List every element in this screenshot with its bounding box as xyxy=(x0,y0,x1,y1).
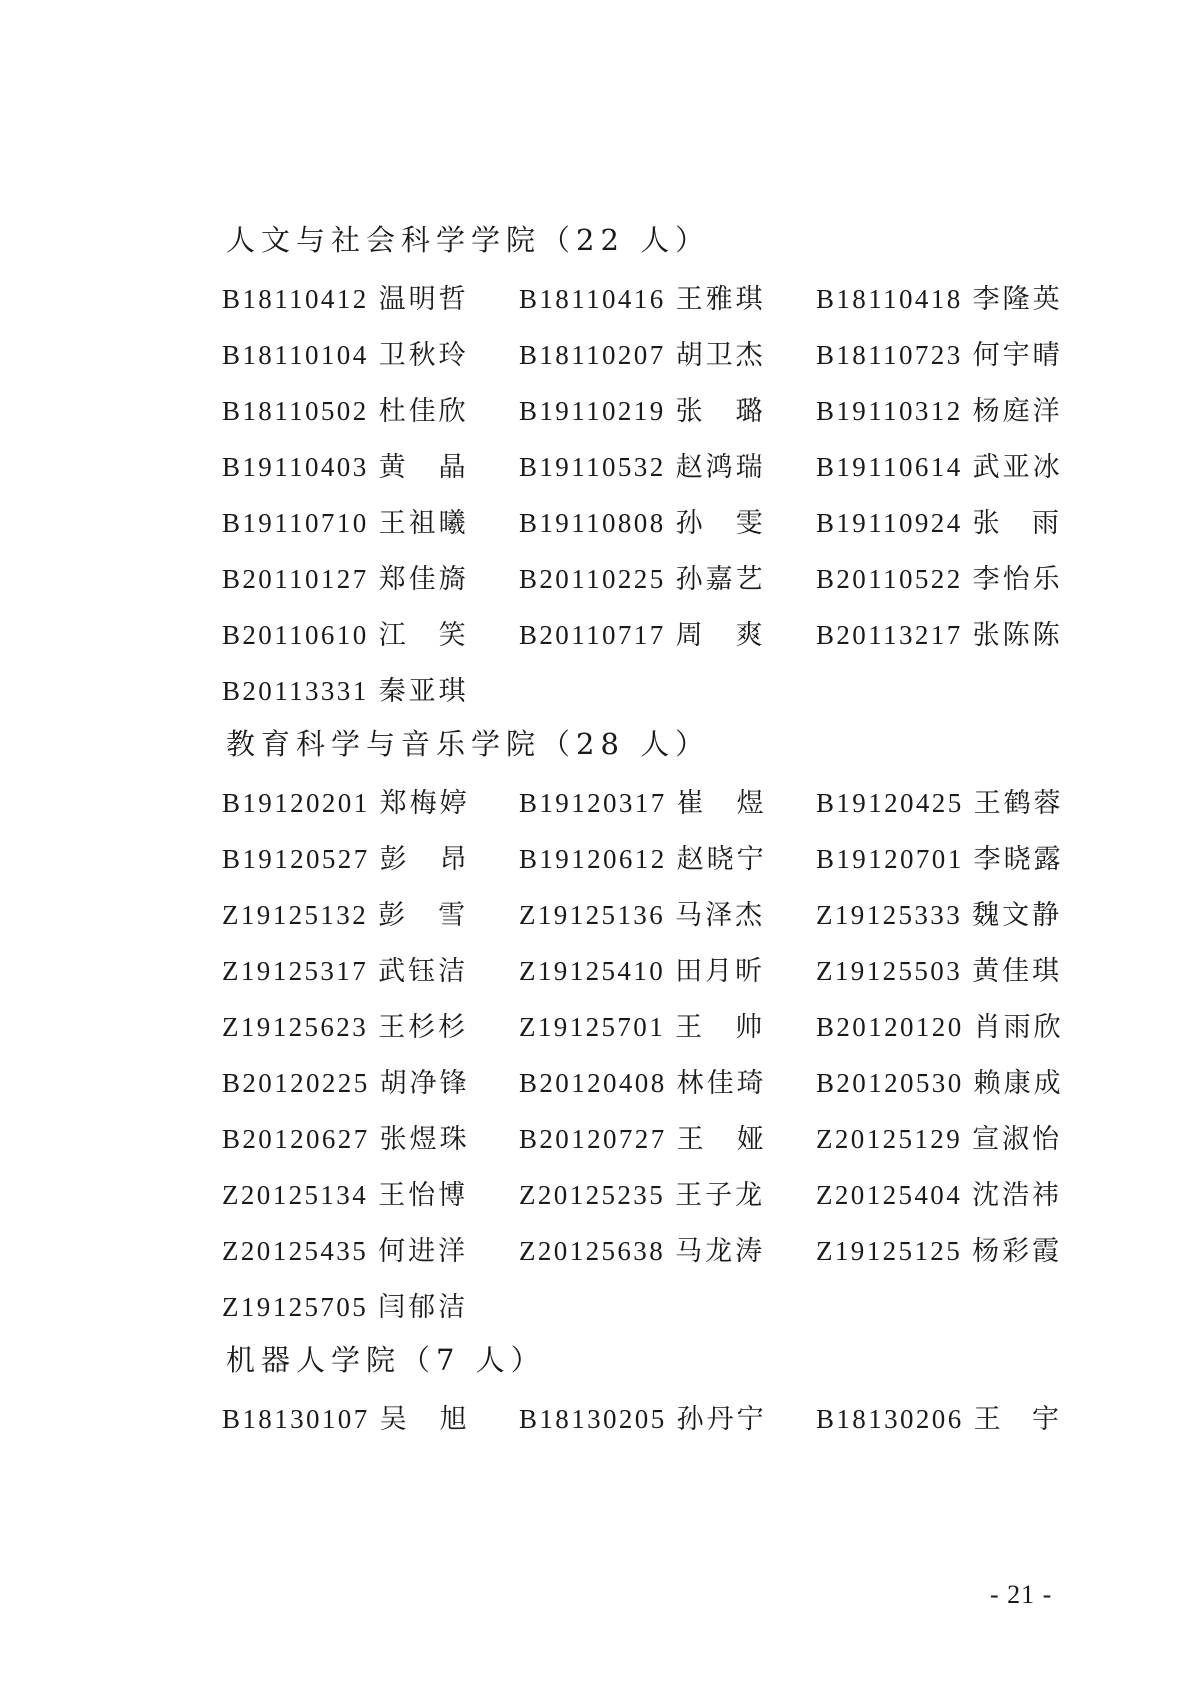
student-row xyxy=(222,1108,1062,1164)
student-name: 赵鸿瑞 xyxy=(675,451,766,483)
student-id: B19110808 xyxy=(519,507,666,538)
student-name: 何进洋 xyxy=(378,1235,469,1267)
student-name: 孙丹宁 xyxy=(676,1403,767,1435)
student-row xyxy=(222,996,1062,1052)
student-id: Z20125129 xyxy=(816,1123,963,1154)
student-id: Z19125333 xyxy=(816,899,963,930)
student-entry xyxy=(816,445,1062,484)
student-id: B19120612 xyxy=(519,843,667,874)
student-id: B18130205 xyxy=(519,1403,667,1434)
student-name: 黄 晶 xyxy=(378,451,469,483)
student-id: B18110104 xyxy=(222,339,369,370)
student-entry xyxy=(222,501,519,540)
student-id: B18110723 xyxy=(816,339,963,370)
student-entry xyxy=(519,1005,816,1044)
student-id: Z19125701 xyxy=(519,1011,666,1042)
student-id: B19120425 xyxy=(816,787,964,818)
student-row xyxy=(222,884,1062,940)
student-name: 王祖曦 xyxy=(378,507,469,539)
student-id: Z19125317 xyxy=(222,955,369,986)
student-row xyxy=(222,604,1062,660)
student-entry xyxy=(519,277,816,316)
student-id: B19110614 xyxy=(816,451,963,482)
student-row xyxy=(222,1164,1062,1220)
student-entry xyxy=(519,389,816,428)
student-name: 孙嘉艺 xyxy=(675,563,766,595)
student-id: Z20125235 xyxy=(519,1179,666,1210)
student-name: 黄佳琪 xyxy=(972,955,1063,987)
student-entry xyxy=(816,1397,1062,1436)
student-name: 王 娅 xyxy=(676,1123,767,1155)
student-id: B19110710 xyxy=(222,507,369,538)
student-row xyxy=(222,324,1062,380)
student-entry xyxy=(222,389,519,428)
student-id: Z19125705 xyxy=(222,1291,369,1322)
student-id: Z20125638 xyxy=(519,1235,666,1266)
student-name: 武钰洁 xyxy=(378,955,469,987)
student-entry xyxy=(816,781,1062,820)
student-id: B20120120 xyxy=(816,1011,964,1042)
student-row xyxy=(222,436,1062,492)
student-entry xyxy=(816,613,1062,652)
student-id: Z20125134 xyxy=(222,1179,369,1210)
student-id: B20110610 xyxy=(222,619,369,650)
student-id: B20120408 xyxy=(519,1067,667,1098)
student-entry xyxy=(816,893,1062,932)
student-id: B19110924 xyxy=(816,507,963,538)
student-entry xyxy=(222,333,519,372)
student-entry xyxy=(222,669,468,708)
student-name: 李隆英 xyxy=(972,283,1063,315)
student-name: 沈浩祎 xyxy=(972,1179,1063,1211)
student-id: B19120527 xyxy=(222,843,370,874)
student-name: 彭 雪 xyxy=(378,899,469,931)
student-id: B20120225 xyxy=(222,1067,370,1098)
student-id: B20120530 xyxy=(816,1067,964,1098)
student-id: B20113217 xyxy=(816,619,963,650)
student-id: Z20125435 xyxy=(222,1235,369,1266)
student-name: 马龙涛 xyxy=(675,1235,766,1267)
student-entry xyxy=(519,1061,816,1100)
student-id: Z19125132 xyxy=(222,899,369,930)
student-entry xyxy=(519,1229,816,1268)
student-entry xyxy=(816,1229,1062,1268)
student-entry xyxy=(519,781,816,820)
student-entry xyxy=(222,837,519,876)
student-name: 卫秋玲 xyxy=(378,339,469,371)
student-id: B19120701 xyxy=(816,843,964,874)
student-id: B19110312 xyxy=(816,395,963,426)
student-row xyxy=(222,492,1062,548)
student-id: B20110225 xyxy=(519,563,666,594)
student-name: 肖雨欣 xyxy=(973,1011,1064,1043)
student-name: 崔 煜 xyxy=(676,787,767,819)
student-id: B18110502 xyxy=(222,395,369,426)
student-entry xyxy=(519,333,816,372)
student-name: 张陈陈 xyxy=(972,619,1063,651)
student-name: 王杉杉 xyxy=(378,1011,469,1043)
student-entry xyxy=(222,557,519,596)
student-name: 何宇晴 xyxy=(972,339,1063,371)
student-entry xyxy=(816,837,1062,876)
student-entry xyxy=(519,501,816,540)
student-entry xyxy=(222,1285,468,1324)
student-id: Z19125623 xyxy=(222,1011,369,1042)
student-id: B18110418 xyxy=(816,283,963,314)
student-id: B20110522 xyxy=(816,563,963,594)
student-id: B20120627 xyxy=(222,1123,370,1154)
student-row xyxy=(222,548,1062,604)
student-name: 林佳琦 xyxy=(676,1067,767,1099)
student-row xyxy=(222,268,1062,324)
student-entry xyxy=(222,1061,519,1100)
student-name: 王怡博 xyxy=(378,1179,469,1211)
student-entry xyxy=(222,781,519,820)
student-row xyxy=(222,1388,1062,1444)
student-name: 王鹤蓉 xyxy=(973,787,1064,819)
student-list xyxy=(222,212,1062,1444)
student-name: 郑梅婷 xyxy=(379,787,470,819)
student-entry xyxy=(816,949,1062,988)
student-entry xyxy=(816,557,1062,596)
student-entry xyxy=(519,949,816,988)
student-name: 宣淑怡 xyxy=(972,1123,1063,1155)
student-id: B19110403 xyxy=(222,451,369,482)
student-entry xyxy=(816,1173,1062,1212)
student-row xyxy=(222,1276,1062,1332)
student-name: 杜佳欣 xyxy=(378,395,469,427)
section-heading: 教育科学与音乐学院（28 人） xyxy=(226,727,711,761)
student-name: 赖康成 xyxy=(973,1067,1064,1099)
student-id: Z19125125 xyxy=(816,1235,963,1266)
student-name: 杨庭洋 xyxy=(972,395,1063,427)
student-entry xyxy=(222,1229,519,1268)
student-entry xyxy=(816,333,1062,372)
student-entry xyxy=(816,1117,1062,1156)
student-name: 王雅琪 xyxy=(675,283,766,315)
student-name: 胡净锋 xyxy=(379,1067,470,1099)
student-entry xyxy=(222,613,519,652)
student-id: B18110207 xyxy=(519,339,666,370)
student-id: B20120727 xyxy=(519,1123,667,1154)
student-id: B19110219 xyxy=(519,395,666,426)
student-row xyxy=(222,660,1062,716)
student-id: B19110532 xyxy=(519,451,666,482)
student-entry xyxy=(816,389,1062,428)
student-id: B20110127 xyxy=(222,563,369,594)
student-entry xyxy=(519,1173,816,1212)
student-entry xyxy=(519,1397,816,1436)
student-name: 马泽杰 xyxy=(675,899,766,931)
student-row xyxy=(222,828,1062,884)
student-id: B18110412 xyxy=(222,283,369,314)
student-name: 孙 雯 xyxy=(675,507,766,539)
student-name: 秦亚琪 xyxy=(378,675,469,707)
student-name: 李怡乐 xyxy=(972,563,1063,595)
student-id: B19120317 xyxy=(519,787,667,818)
student-name: 郑佳旖 xyxy=(378,563,469,595)
student-entry xyxy=(816,1061,1062,1100)
student-row xyxy=(222,380,1062,436)
student-entry xyxy=(222,949,519,988)
student-name: 王 宇 xyxy=(973,1403,1062,1435)
student-name: 王子龙 xyxy=(675,1179,766,1211)
student-name: 田月昕 xyxy=(675,955,766,987)
student-entry xyxy=(519,1117,816,1156)
student-name: 张 璐 xyxy=(675,395,766,427)
student-row xyxy=(222,1052,1062,1108)
student-entry xyxy=(816,277,1062,316)
student-entry xyxy=(519,557,816,596)
student-name: 王 帅 xyxy=(675,1011,766,1043)
student-row xyxy=(222,1220,1062,1276)
student-row xyxy=(222,772,1062,828)
student-id: Z19125410 xyxy=(519,955,666,986)
student-name: 魏文静 xyxy=(972,899,1063,931)
student-entry xyxy=(519,445,816,484)
student-name: 周 爽 xyxy=(675,619,766,651)
student-name: 胡卫杰 xyxy=(675,339,766,371)
student-name: 李晓露 xyxy=(973,843,1064,875)
student-entry xyxy=(222,445,519,484)
student-row xyxy=(222,940,1062,996)
student-name: 江 笑 xyxy=(378,619,469,651)
student-name: 杨彩霞 xyxy=(972,1235,1063,1267)
student-id: B18130107 xyxy=(222,1403,370,1434)
student-name: 彭 昂 xyxy=(379,843,470,875)
student-id: B18110416 xyxy=(519,283,666,314)
student-name: 温明哲 xyxy=(378,283,469,315)
student-name: 张煜珠 xyxy=(379,1123,470,1155)
student-entry xyxy=(816,1005,1062,1044)
student-name: 张 雨 xyxy=(972,507,1062,539)
student-entry xyxy=(222,893,519,932)
student-entry xyxy=(816,501,1062,540)
student-id: B18130206 xyxy=(816,1403,964,1434)
student-name: 赵晓宁 xyxy=(676,843,767,875)
student-name: 武亚冰 xyxy=(972,451,1063,483)
section-heading: 人文与社会科学学院（22 人） xyxy=(226,223,711,257)
student-entry xyxy=(519,613,816,652)
page-number: - 21 - xyxy=(990,1580,1053,1609)
student-id: B20113331 xyxy=(222,675,369,706)
student-entry xyxy=(222,1173,519,1212)
section-heading: 机器人学院（7 人） xyxy=(226,1343,546,1377)
student-name: 闫郁洁 xyxy=(378,1291,469,1323)
student-entry xyxy=(519,837,816,876)
student-entry xyxy=(222,277,519,316)
student-entry xyxy=(222,1005,519,1044)
student-id: Z19125503 xyxy=(816,955,963,986)
student-id: Z19125136 xyxy=(519,899,666,930)
student-entry xyxy=(222,1117,519,1156)
student-id: B20110717 xyxy=(519,619,666,650)
student-entry xyxy=(222,1397,519,1436)
student-name: 吴 旭 xyxy=(379,1403,470,1435)
student-id: B19120201 xyxy=(222,787,370,818)
student-entry xyxy=(519,893,816,932)
student-id: Z20125404 xyxy=(816,1179,963,1210)
